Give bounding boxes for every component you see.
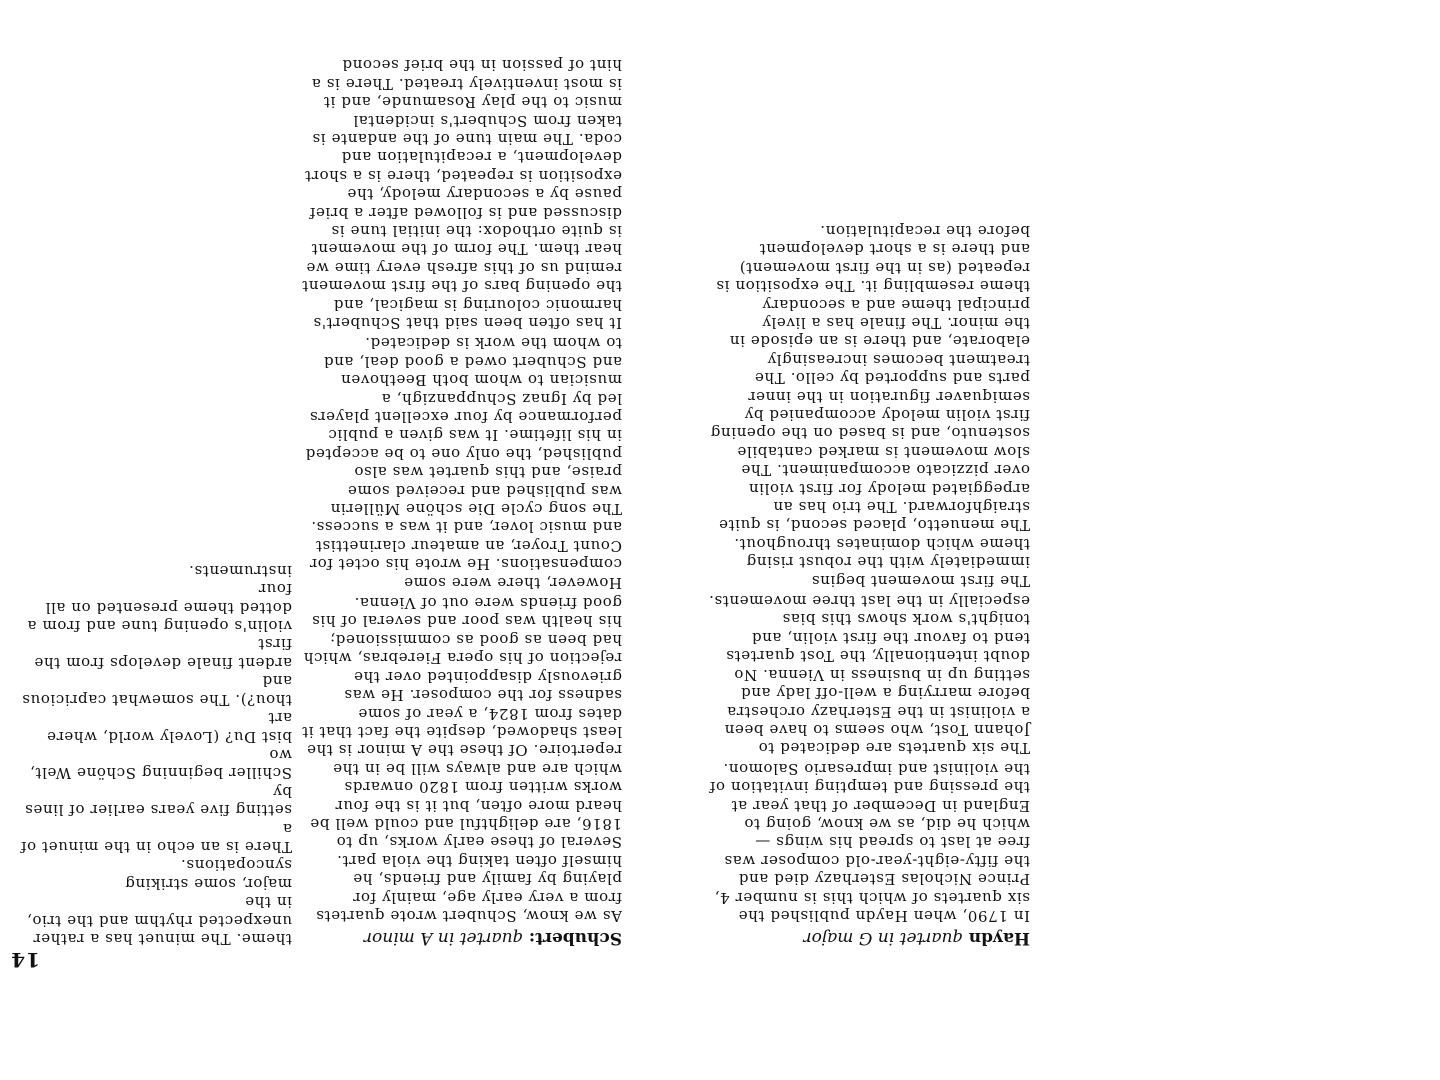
schubert-heading — [262, 927, 622, 948]
schubert-paragraph-2: However, there were some compensations. He wrote his octet for Count Troyer, an amateur clarinettist and music lover, and it was a success. The song cycle Die schöne Müllerin was published and received some praise, and this quartet was also published, the only one to be accepted in his lifetime. It was given a public performance by four excellent players led by Ignaz Schuppanzigh, a musician to whom both Beethoven and Schubert owed a good deal, and to whom the work is dedicated. — [305, 334, 622, 592]
schubert-column — [262, 54, 622, 948]
schubert-heading-name: Schubert: — [528, 928, 622, 948]
schubert-heading-title: quartet in A minor — [363, 928, 529, 948]
schubert-continued-column — [20, 559, 292, 948]
page-number: 14 — [10, 948, 40, 972]
haydn-paragraph-3: The first movement begins immediately with the robust rising theme which dominates throughout. The menuetto, placed second, is quite straighforward. The trio has an arpeggiated melody for first violin over pizzicato accompaniment. The slow movement is marked cantabile sostenuto, and is based on the opening first violin melody accompanied by semiquaver figuration in the inner parts and supported by cello. The treatment becomes increasingly elaborate, and there is an episode in the minor. The finale has a lively principal theme and a secondary theme resembling it. The exposition is repeated (as in the first movement) and there is a short development before the recapitulation. — [710, 221, 1030, 590]
schubert-continued-paragraph: theme. The minuet has a rather unexpected rhythm and the trio, in the major, some striking syncopations. There is an echo in the minuet of a setting five years earlier of lines by Schiller beginning Schöne Welt, wo bist Du? (Lovely world, where art thou?). The somewhat capricious and ardent finale develops from the first violin's opening tune and from a dotted theme presented on all four instruments. — [20, 561, 292, 948]
haydn-heading-name: Haydn — [968, 928, 1030, 948]
haydn-heading-title: quartet in G major — [803, 928, 969, 948]
haydn-heading — [670, 927, 1030, 948]
haydn-paragraph-1: In 1790, when Haydn published the six quartets of which this is number 4, Prince Nicholas Esterhazy died and the fifty-eight-year-old composer was free at last to spread his wings — which he did, as we know, going to England in December of that year at the pressing and tempting invitation of the violinist and impresario Salomon. — [709, 759, 1030, 925]
haydn-paragraph-2: The six quartets are dedicated to Johann Tost, who seems to have been a violinist in the Esterhazy orchestra before marrying a well-off lady and setting up in business in Vienna. No doubt intentionally, the Tost quartets tend to favour the first violin, and tonight's work shows this bias especially in the last three movements. — [708, 592, 1030, 758]
schubert-paragraph-3: It has often been said that Schubert's harmonic colouring is magical, and the opening bars of the first movement remind us of this afresh every time we hear them. The form of the movement is quite orthodox: the initial tune is discussed and is followed after a brief pause by a secondary melody, the exposition is repeated, there is a short development, a recapitulation and coda. The main tune of the andante is taken from Schubert's incidental music to the play Rosamunde, and it is most inventively treated. There is a hint of passion in the brief second — [301, 56, 622, 332]
schubert-paragraph-1: As we know, Schubert wrote quartets from a very early age, mainly for playing by family and friends, he himself often taking the viola part. Several of these early works, up to 1816, are delightful and could well be heard more often, but it is the four works written from 1820 onwards which are and always will be in the repertoire. Of these the A minor is the least shadowed, despite the fact that it dates from 1824, a year of some sadness for the composer. He was grievously disappointed over the rejection of his opera Fierebras, which had been as good as commissioned; his health was poor and several of his good friends were out of Vienna. — [301, 594, 622, 925]
haydn-column — [670, 220, 1030, 948]
